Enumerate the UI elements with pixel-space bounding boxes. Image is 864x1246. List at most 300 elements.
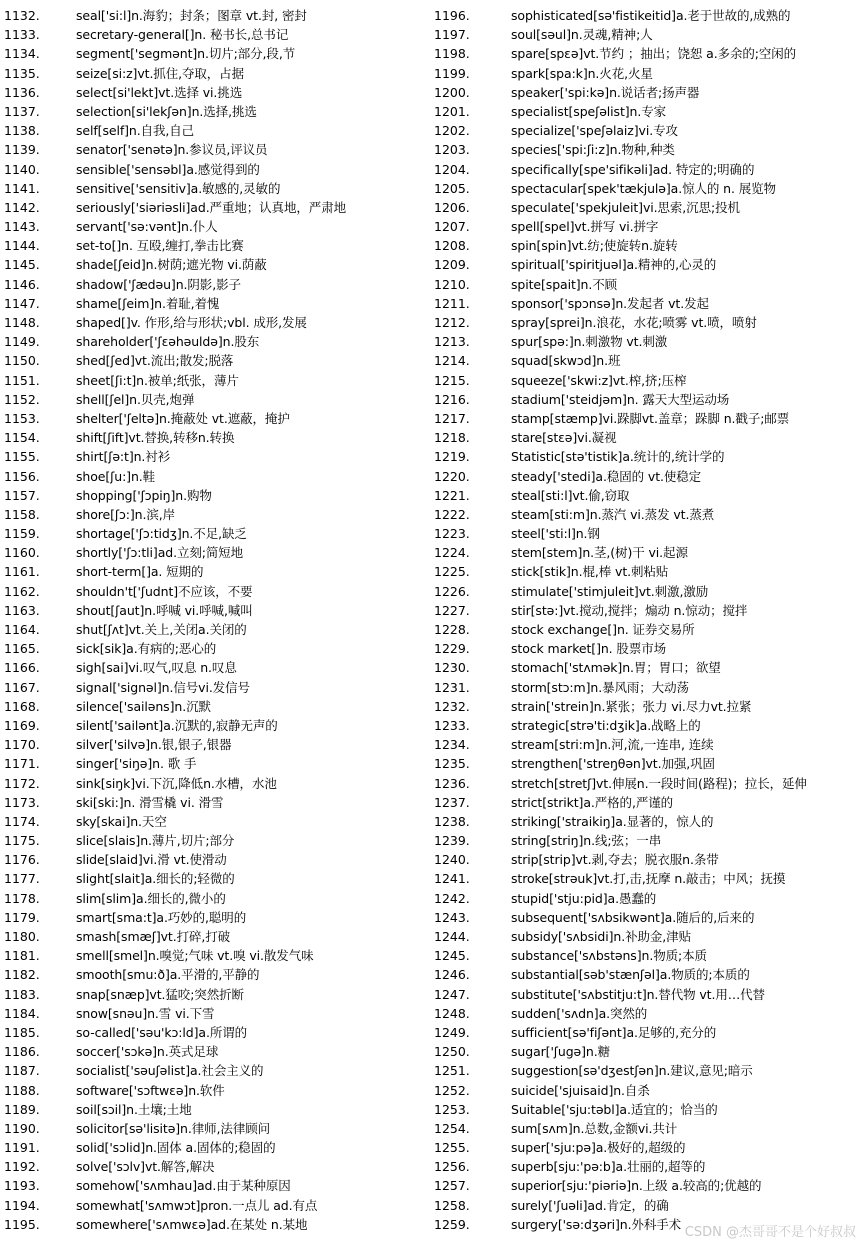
entry-text: senator['senətə]n.参议员,评议员 [76,142,268,158]
entry-text: shade[ʃeid]n.树荫;遮光物 vi.荫蔽 [76,257,267,273]
vocab-entry [0,1042,432,1061]
entry-number: 1198. [434,46,470,62]
vocab-entry [434,716,864,735]
entry-number: 1155. [4,449,40,465]
entry-text: select[si'lekt]vt.选择 vi.挑选 [76,84,243,100]
entry-text: slim[slim]a.细长的,微小的 [76,890,226,906]
entry-text: stamp[stæmp]vi.跺脚vt.盖章；跺脚 n.戳子;邮票 [511,410,790,426]
vocab-entry [0,1157,432,1176]
vocab-entry [434,44,864,63]
entry-number: 1246. [434,967,470,983]
entry-text: spell[spel]vt.拼写 vi.拼字 [511,219,659,235]
entry-number: 1210. [434,276,470,292]
vocab-entry [434,160,864,179]
entry-text: software['sɔftwɛə]n.软件 [76,1082,225,1098]
entry-number: 1245. [434,948,470,964]
vocab-entry [434,831,864,850]
entry-number: 1202. [434,123,470,139]
entry-text: short-term[]a. 短期的 [76,564,204,580]
vocab-entry [0,121,432,140]
vocab-entry [0,486,432,505]
entry-number: 1220. [434,468,470,484]
vocab-entry [0,1004,432,1023]
vocab-entry [434,889,864,908]
vocab-entry [0,467,432,486]
entry-number: 1142. [4,199,40,215]
entry-text: Statistic[stə'tistik]a.统计的,统计学的 [511,449,725,465]
entry-number: 1212. [434,315,470,330]
entry-text: shoe[ʃu:]n.鞋 [76,468,156,484]
entry-text: strengthen['streŋθən]vt.加强,巩固 [511,756,715,772]
entry-number: 1217. [434,410,470,426]
vocab-entry [0,831,432,850]
entry-text: striking['straikiŋ]a.显著的，惊人的 [511,813,714,829]
entry-number: 1137. [4,103,40,119]
entry-number: 1175. [4,833,40,849]
entry-text: seal['si:l]n.海豹；封条；图章 vt.封, 密封 [76,8,307,23]
vocab-entry [434,217,864,236]
vocab-entry [0,601,432,620]
vocab-entry [434,140,864,159]
entry-number: 1141. [4,180,40,196]
entry-text: seriously['siəriəsli]ad.严重地；认真地，严肃地 [76,199,346,215]
entry-text: specialist[speʃəlist]n.专家 [511,103,667,119]
vocab-entry [0,505,432,524]
vocab-entry [434,505,864,524]
vocab-entry [0,1119,432,1138]
entry-text: spray[sprei]n.浪花，水花;喷雾 vt.喷，喷射 [511,315,757,330]
vocab-entry [434,313,864,332]
entry-text: Suitable['sju:təbl]a.适宜的；恰当的 [511,1101,718,1117]
vocab-entry [0,1196,432,1215]
entry-number: 1177. [4,871,40,887]
entry-text: smell[smel]n.嗅觉;气味 vt.嗅 vi.散发气味 [76,948,314,964]
entry-number: 1149. [4,334,40,350]
entry-text: strip[strip]vt.剥,夺去；脱衣服n.条带 [511,852,719,868]
entry-text: snow[snəu]n.雪 vi.下雪 [76,1005,215,1021]
vocab-entry [434,1100,864,1119]
entry-text: squeeze['skwi:z]vt.榨,挤;压榨 [511,372,687,388]
vocab-entry [434,869,864,888]
entry-number: 1221. [434,487,470,503]
entry-number: 1180. [4,929,40,944]
entry-text: stroke[strəuk]vt.打,击,抚摩 n.敲击；中风；抚摸 [511,871,786,887]
vocab-entry [0,390,432,409]
vocab-entry [0,985,432,1004]
entry-number: 1199. [434,65,470,81]
entry-text: string[striŋ]n.线;弦；一串 [511,833,662,849]
entry-text: signal['signəl]n.信号vi.发信号 [76,679,250,695]
vocab-entry [0,812,432,831]
vocab-entry [0,1023,432,1042]
entry-number: 1181. [4,948,40,964]
vocab-entry [434,946,864,965]
entry-text: spite[spait]n.不顾 [511,276,618,292]
vocab-entry [0,6,432,25]
entry-text: sheet[ʃi:t]n.被单;纸张，薄片 [76,372,239,388]
entry-text: shaped[]v. 作形,给与形状;vbl. 成形,发展 [76,315,307,330]
entry-text: suggestion[sə'dʒestʃən]n.建议,意见;暗示 [511,1063,753,1079]
vocab-entry [0,774,432,793]
entry-number: 1192. [4,1159,40,1175]
entry-number: 1146. [4,276,40,292]
vocab-entry [434,102,864,121]
vocab-entry [434,198,864,217]
vocab-entry [0,965,432,984]
entry-number: 1165. [4,641,40,657]
entry-number: 1213. [434,334,470,350]
entry-number: 1189. [4,1101,40,1117]
entry-text: shirt[ʃə:t]n.衬衫 [76,449,171,465]
entry-text: spur[spə:]n.刺激物 vt.刺激 [511,334,668,350]
vocab-entry [0,102,432,121]
vocab-entry [434,447,864,466]
entry-text: shareholder['ʃɛəhəuldə]n.股东 [76,334,260,350]
entry-text: shift[ʃift]vt.替换,转移n.转换 [76,430,235,446]
entry-number: 1169. [4,717,40,733]
vocab-entry [0,236,432,255]
entry-text: solid['sɔlid]n.固体 a.固体的;稳固的 [76,1140,276,1156]
entry-number: 1234. [434,737,470,753]
vocab-entry [434,1196,864,1215]
vocab-entry [0,25,432,44]
entry-number: 1225. [434,564,470,580]
entry-text: substance['sʌbstəns]n.物质;本质 [511,948,707,964]
entry-text: steel['sti:l]n.钢 [511,526,600,542]
entry-number: 1188. [4,1082,40,1098]
entry-number: 1184. [4,1005,40,1021]
vocab-entry [0,850,432,869]
entry-number: 1231. [434,679,470,695]
entry-number: 1135. [4,65,40,81]
entry-text: slight[slait]a.细长的;轻微的 [76,871,235,887]
entry-number: 1251. [434,1063,470,1079]
vocab-entry [434,620,864,639]
entry-text: shut[ʃʌt]vt.关上,关闭a.关闭的 [76,622,247,637]
entry-number: 1185. [4,1024,40,1040]
entry-number: 1171. [4,756,40,772]
vocab-entry [434,927,864,946]
entry-number: 1222. [434,506,470,522]
entry-text: soil[sɔil]n.土壤;土地 [76,1101,192,1117]
vocab-entry [434,1138,864,1157]
entry-text: soccer['sɔkə]n.英式足球 [76,1044,219,1060]
entry-number: 1256. [434,1159,470,1175]
entry-number: 1215. [434,372,470,388]
entry-number: 1152. [4,391,40,407]
entry-number: 1132. [4,8,40,23]
vocab-entry [434,83,864,102]
entry-number: 1147. [4,295,40,311]
entry-number: 1134. [4,46,40,62]
entry-text: stomach['stʌmək]n.胃；胃口；欲望 [511,660,721,676]
entry-number: 1201. [434,103,470,119]
entry-number: 1223. [434,526,470,542]
vocab-entry [0,160,432,179]
entry-text: steal[sti:l]vt.偷,窃取 [511,487,630,503]
entry-number: 1235. [434,756,470,772]
entry-number: 1252. [434,1082,470,1098]
entry-number: 1136. [4,84,40,100]
entry-number: 1247. [434,986,470,1002]
entry-number: 1248. [434,1005,470,1021]
vocab-entry [434,351,864,370]
entry-number: 1224. [434,545,470,561]
entry-text: slice[slais]n.薄片,切片;部分 [76,833,235,849]
entry-number: 1228. [434,622,470,637]
entry-number: 1160. [4,545,40,561]
entry-text: shadow['ʃædəu]n.阴影,影子 [76,276,241,292]
entry-number: 1250. [434,1044,470,1060]
vocab-entry [0,198,432,217]
vocab-entry [0,754,432,773]
watermark: CSDN @杰哥哥不是个好叔叔 [684,1225,856,1240]
vocab-entry [0,447,432,466]
vocab-entry [434,965,864,984]
vocab-entry [434,774,864,793]
entry-text: shouldn't['ʃudnt]不应该，不要 [76,583,253,599]
entry-number: 1133. [4,27,40,43]
entry-text: stock market[]n. 股票市场 [511,641,667,657]
entry-number: 1157. [4,487,40,503]
entry-text: set-to[]n. 互殴,缠打,拳击比赛 [76,238,244,254]
entry-number: 1216. [434,391,470,407]
entry-number: 1229. [434,641,470,657]
vocab-entry [0,351,432,370]
vocab-entry [434,812,864,831]
vocab-entry [434,486,864,505]
entry-text: socialist['səuʃəlist]a.社会主义的 [76,1063,264,1079]
entry-text: sensitive['sensitiv]a.敏感的,灵敏的 [76,180,281,196]
entry-text: stick[stik]n.棍,棒 vt.刺粘贴 [511,564,669,580]
entry-text: spark[spa:k]n.火花,火星 [511,65,653,81]
entry-number: 1172. [4,775,40,791]
entry-text: shame[ʃeim]n.着耻,着愧 [76,295,220,311]
vocab-entry [0,658,432,677]
entry-number: 1197. [434,27,470,43]
entry-text: solve['sɔlv]vt.解答,解决 [76,1159,215,1175]
entry-text: smart[sma:t]a.巧妙的,聪明的 [76,909,247,925]
entry-number: 1208. [434,238,470,254]
vocab-entry [434,985,864,1004]
vocab-entry [0,1081,432,1100]
vocab-entry [434,543,864,562]
entry-number: 1194. [4,1197,40,1213]
vocab-entry [0,697,432,716]
vocab-entry [434,428,864,447]
vocab-entry [0,735,432,754]
entry-text: silence['sailəns]n.沉默 [76,698,211,714]
entry-text: storm[stɔ:m]n.暴风雨；大动荡 [511,679,689,695]
vocab-entry [0,294,432,313]
entry-text: silent['sailənt]a.沉默的,寂静无声的 [76,717,278,733]
entry-text: suicide['sjuisaid]n.自杀 [511,1082,650,1098]
entry-number: 1227. [434,602,470,618]
entry-number: 1237. [434,794,470,810]
entry-text: sophisticated[sə'fistikeitid]a.老于世故的,成熟的 [511,8,791,23]
entry-number: 1159. [4,526,40,542]
entry-text: singer['siŋə]n. 歌 手 [76,756,197,772]
vocab-entry [0,889,432,908]
entry-number: 1193. [4,1178,40,1194]
entry-text: speaker['spi:kə]n.说话者;扬声器 [511,84,700,100]
entry-number: 1179. [4,909,40,925]
vocab-entry [434,294,864,313]
entry-number: 1239. [434,833,470,849]
vocab-entry [0,44,432,63]
vocab-entry [434,754,864,773]
entry-text: spiritual['spiritjuəl]a.精神的,心灵的 [511,257,717,273]
entry-number: 1232. [434,698,470,714]
vocab-entry [434,601,864,620]
vocab-entry [0,562,432,581]
vocab-entry [434,735,864,754]
vocab-entry [0,313,432,332]
entry-text: soul[səul]n.灵魂,精神;人 [511,27,653,43]
vocab-entry [0,678,432,697]
entry-text: servant['sə:vənt]n.仆人 [76,219,218,235]
entry-text: shortage['ʃɔ:tidʒ]n.不足,缺乏 [76,526,247,542]
vocab-entry [434,371,864,390]
entry-number: 1183. [4,986,40,1002]
entry-number: 1236. [434,775,470,791]
right-column [434,6,864,1234]
entry-number: 1186. [4,1044,40,1060]
entry-number: 1173. [4,794,40,810]
entry-text: specialize['speʃəlaiz]vi.专攻 [511,123,678,139]
entry-text: somewhere['sʌmwɛə]ad.在某处 n.某地 [76,1216,308,1232]
vocab-entry [434,1119,864,1138]
entry-number: 1139. [4,142,40,158]
entry-text: sponsor['spɔnsə]n.发起者 vt.发起 [511,295,709,311]
entry-text: selection[si'lekʃən]n.选择,挑选 [76,103,257,119]
entry-text: strategic[strə'ti:dʒik]a.战略上的 [511,717,701,733]
entry-text: solicitor[sə'lisitə]n.律师,法律顾问 [76,1120,271,1136]
entry-text: strict[strikt]a.严格的,严谨的 [511,794,674,810]
vocab-entry [434,275,864,294]
entry-number: 1255. [434,1140,470,1156]
entry-text: sum[sʌm]n.总数,金额vi.共计 [511,1120,678,1136]
entry-text: surely['ʃuəli]ad.肯定，的确 [511,1197,669,1213]
entry-number: 1143. [4,219,40,235]
entry-text: steam[sti:m]n.蒸汽 vi.蒸发 vt.蒸煮 [511,506,715,522]
entry-text: squad[skwɔd]n.班 [511,353,621,369]
entry-number: 1167. [4,679,40,695]
entry-text: steady['stedi]a.稳固的 vt.使稳定 [511,468,702,484]
entry-text: shell[ʃel]n.贝壳,炮弹 [76,391,195,407]
entry-text: spin[spin]vt.纺;使旋转n.旋转 [511,238,678,254]
vocab-entry [434,908,864,927]
entry-text: sensible['sensəbl]a.感觉得到的 [76,161,260,177]
entry-number: 1240. [434,852,470,868]
entry-text: substantial[səb'stænʃəl]a.物质的;本质的 [511,967,750,983]
entry-text: sigh[sai]vi.叹气,叹息 n.叹息 [76,660,237,676]
entry-text: stream[stri:m]n.河,流,一连串, 连续 [511,737,714,753]
entry-number: 1150. [4,353,40,369]
vocab-entry [434,25,864,44]
entry-number: 1174. [4,813,40,829]
vocab-entry [0,83,432,102]
entry-number: 1241. [434,871,470,887]
vocab-entry [0,409,432,428]
entry-number: 1163. [4,602,40,618]
vocab-entry [0,620,432,639]
vocab-entry [0,946,432,965]
entry-text: segment['segmənt]n.切片;部分,段,节 [76,46,296,62]
vocab-entry [434,179,864,198]
entry-text: secretary-general[]n. 秘书长,总书记 [76,27,289,43]
entry-number: 1156. [4,468,40,484]
entry-text: somewhat['sʌmwɔt]pron.一点儿 ad.有点 [76,1197,318,1213]
entry-number: 1259. [434,1216,470,1232]
entry-number: 1168. [4,698,40,714]
vocab-entry [0,371,432,390]
vocab-entry [0,179,432,198]
entry-number: 1233. [434,717,470,733]
entry-number: 1219. [434,449,470,465]
vocab-entry [0,543,432,562]
entry-number: 1218. [434,430,470,446]
entry-text: subsidy['sʌbsidi]n.补助金,津贴 [511,929,691,944]
vocab-entry [434,236,864,255]
entry-text: seize[si:z]vt.抓住,夺取，占据 [76,65,244,81]
vocab-entry [0,582,432,601]
entry-text: stadium['steidjəm]n. 露天大型运动场 [511,391,730,407]
entry-text: self[self]n.自我,自己 [76,123,195,139]
entry-number: 1164. [4,622,40,637]
entry-number: 1158. [4,506,40,522]
entry-number: 1182. [4,967,40,983]
vocab-entry [0,255,432,274]
vocab-entry [434,390,864,409]
vocab-entry [0,927,432,946]
vocab-entry [0,428,432,447]
entry-number: 1243. [434,909,470,925]
vocab-entry [0,1061,432,1080]
vocab-entry [434,121,864,140]
vocab-entry [434,255,864,274]
vocab-entry [434,562,864,581]
entry-text: surgery['sə:dʒəri]n.外科手术 [511,1216,682,1232]
entry-text: strain['strein]n.紧张；张力 vi.尽力vt.拉紧 [511,698,752,714]
entry-text: slide[slaid]vi.滑 vt.使滑动 [76,852,227,868]
entry-text: sick[sik]a.有病的;恶心的 [76,641,217,657]
entry-number: 1196. [434,8,470,23]
vocab-entry [434,6,864,25]
entry-number: 1230. [434,660,470,676]
vocab-entry [434,1042,864,1061]
entry-number: 1178. [4,890,40,906]
entry-number: 1200. [434,84,470,100]
entry-text: sink[siŋk]vi.下沉,降低n.水槽，水池 [76,775,277,791]
vocab-entry [434,639,864,658]
entry-number: 1253. [434,1101,470,1117]
entry-text: ski[ski:]n. 滑雪橇 vi. 滑雪 [76,794,224,810]
entry-number: 1154. [4,430,40,446]
vocab-entry [0,140,432,159]
entry-text: spare[spɛə]vt.节约 ；抽出；饶恕 a.多余的;空闲的 [511,46,797,62]
entry-number: 1209. [434,257,470,273]
entry-text: superb[sju:'pə:b]a.壮丽的,超等的 [511,1159,706,1175]
entry-number: 1166. [4,660,40,676]
vocab-entry [0,1138,432,1157]
entry-number: 1254. [434,1120,470,1136]
entry-number: 1140. [4,161,40,177]
vocab-entry [434,697,864,716]
vocab-entry [434,524,864,543]
vocab-entry [0,908,432,927]
entry-text: spectacular[spek'tækjulə]a.惊人的 n. 展览物 [511,180,776,196]
